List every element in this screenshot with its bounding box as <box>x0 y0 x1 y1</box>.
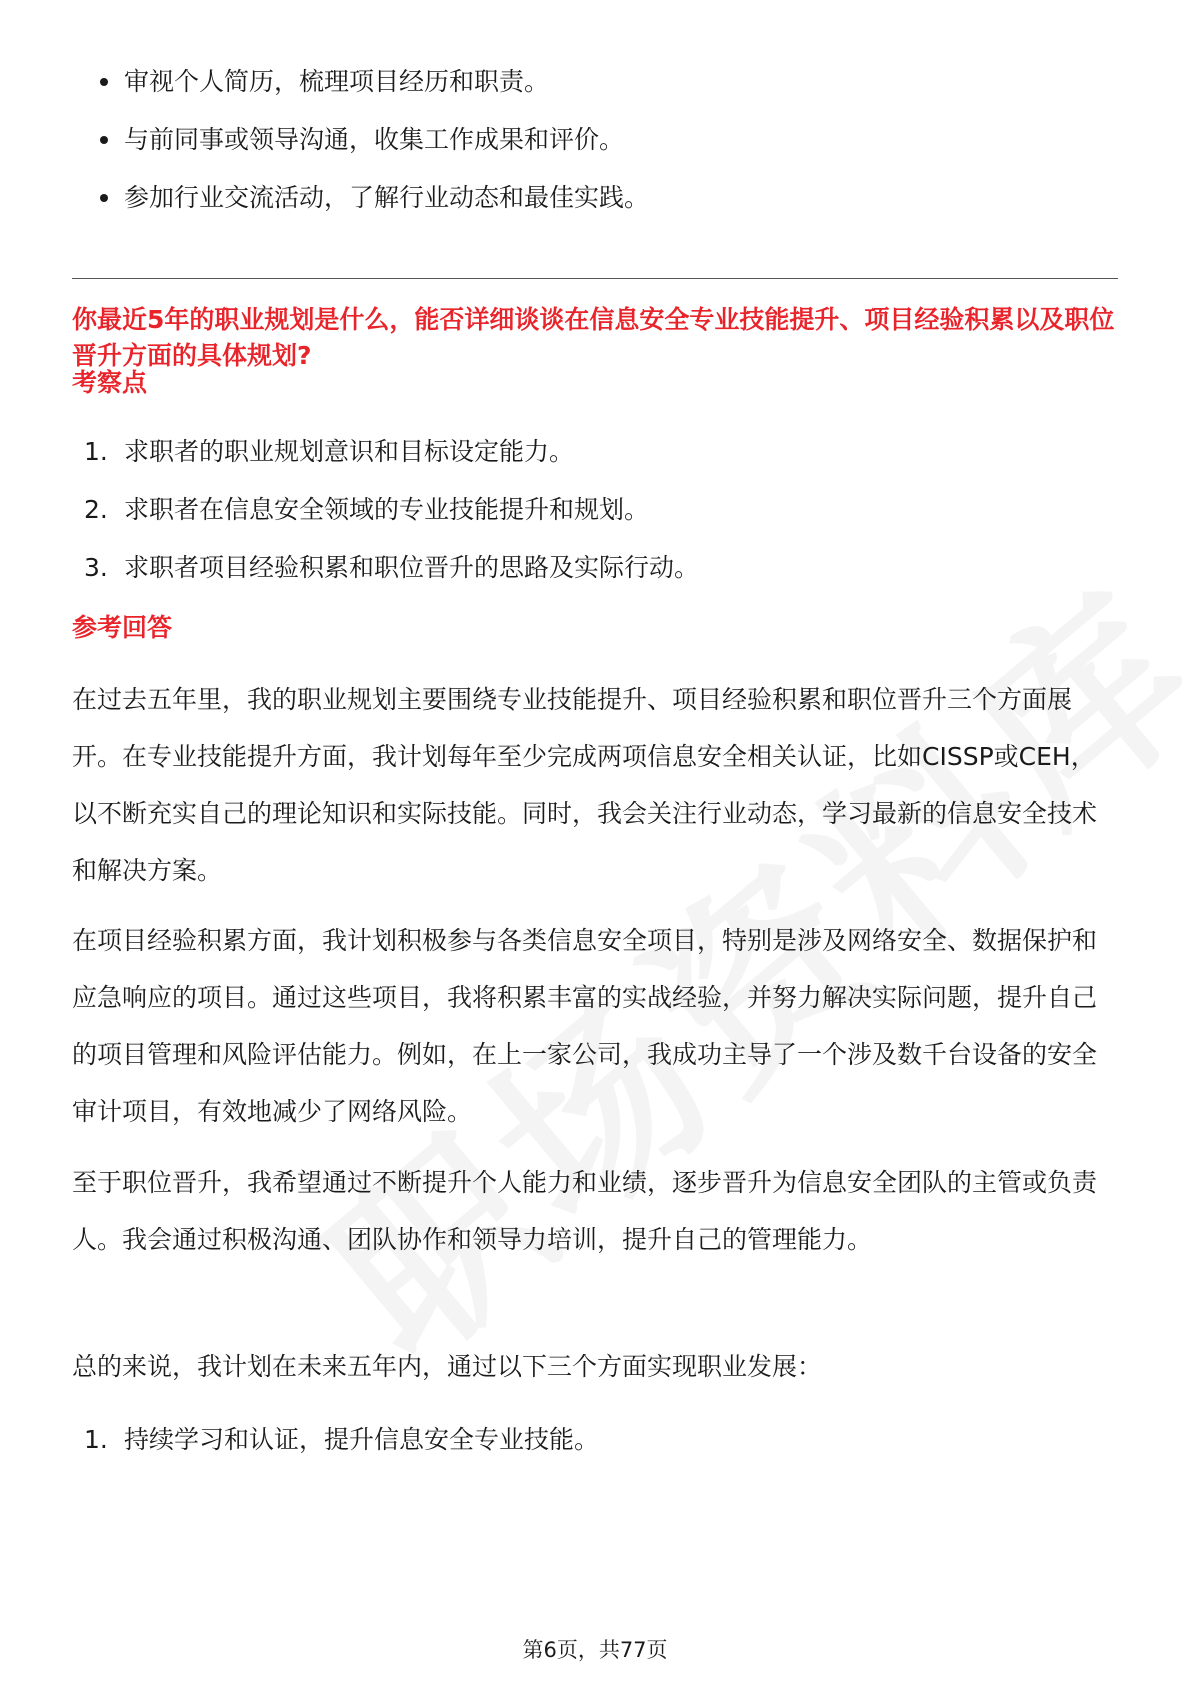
list-item: 1. 求职者的职业规划意识和目标设定能力。 <box>84 437 575 466</box>
page-number-footer: 第6页，共77页 <box>522 1638 668 1662</box>
list-item: 参加行业交流活动，了解行业动态和最佳实践。 <box>72 178 649 236</box>
list-item: 1. 持续学习和认证，提升信息安全专业技能。 <box>84 1425 600 1454</box>
question-heading: 你最近5年的职业规划是什么，能否详细谈谈在信息安全专业技能提升、项目经验积累以及职位晋升方面的具体规划? <box>72 305 1115 370</box>
list-item: 与前同事或领导沟通，收集工作成果和评价。 <box>72 120 649 178</box>
list-item: 2. 求职者在信息安全领域的专业技能提升和规划。 <box>84 495 650 524</box>
answer-paragraph: 在过去五年里，我的职业规划主要围绕专业技能提升、项目经验积累和职位晋升三个方面展开。在专业技能提升方面，我计划每年至少完成两项信息安全相关认证，比如CISSP或CEH，以不断充实自己的理论知识和实际技能。同时，我会关注行业动态，学习最新的信息安全技术和解决方案。 <box>72 685 1098 885</box>
answer-paragraph: 在项目经验积累方面，我计划积极参与各类信息安全项目，特别是涉及网络安全、数据保护和应急响应的项目。通过这些项目，我将积累丰富的实战经验，并努力解决实际问题，提升自己的项目管理和风险评估能力。例如，在上一家公司，我成功主导了一个涉及数千台设备的安全审计项目，有效地减少了网络风险。 <box>72 926 1098 1126</box>
bullet-dot-icon <box>100 136 108 144</box>
list-item: 审视个人简历，梳理项目经历和职责。 <box>72 62 649 120</box>
summary-point-list <box>72 1420 599 1478</box>
list-item: 3. 求职者项目经验积累和职位晋升的思路及实际行动。 <box>84 553 700 582</box>
answer-paragraph: 至于职位晋升，我希望通过不断提升个人能力和业绩，逐步晋升为信息安全团队的主管或负责人。我会通过积极沟通、团队协作和领导力培训，提升自己的管理能力。 <box>72 1168 1098 1254</box>
answer-heading: 参考回答 <box>72 613 173 642</box>
focus-heading: 考察点 <box>72 368 148 397</box>
section-divider <box>72 278 1118 279</box>
focus-point-list <box>72 432 699 606</box>
top-bullet-list <box>72 62 649 236</box>
document-page <box>72 0 1118 1684</box>
bullet-dot-icon <box>100 194 108 202</box>
answer-paragraph: 总的来说，我计划在未来五年内，通过以下三个方面实现职业发展： <box>72 1352 823 1381</box>
bullet-dot-icon <box>100 78 108 86</box>
